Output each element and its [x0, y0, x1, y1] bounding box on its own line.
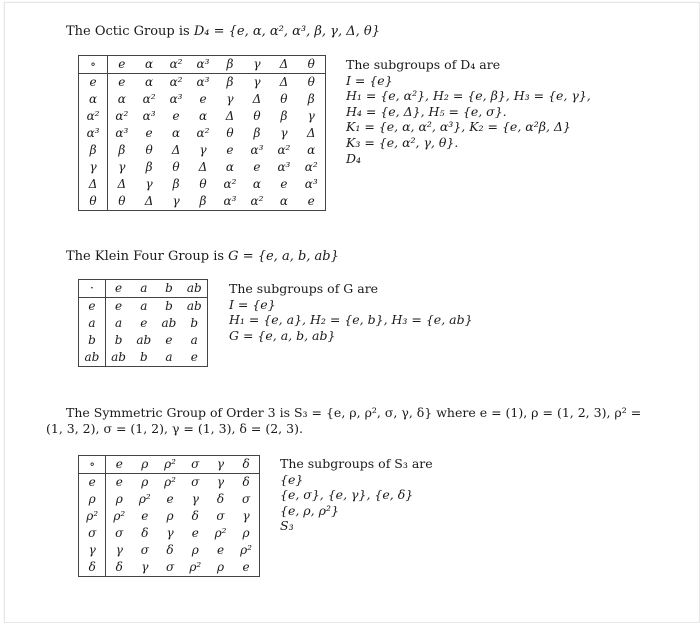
klein-cayley-table [78, 279, 208, 367]
table-cell: γ [141, 560, 149, 574]
table-cell: β [253, 126, 261, 140]
table-cell: α [145, 75, 154, 89]
symmetric-title-line1: The Symmetric Group of Order 3 is S₃ = {e, ρ, ρ², σ, γ, δ} where e = (1), ρ = (1, 2, 3), ρ² = [66, 405, 642, 420]
table-cell: γ [172, 194, 180, 208]
table-cell: ρ [115, 492, 123, 506]
klein-subgroups [229, 281, 473, 343]
column-header: ab [182, 280, 208, 298]
column-header: b [156, 280, 181, 298]
table-cell: γ [191, 492, 199, 506]
table-cell: e [140, 316, 148, 330]
table-cell: α² [169, 75, 183, 89]
table-cell: γ [199, 143, 207, 157]
table-cell: δ [191, 509, 199, 523]
table-cell: δ [242, 475, 250, 489]
table-cell: b [165, 299, 173, 313]
table-cell: β [226, 75, 234, 89]
table-cell: ab [186, 299, 202, 313]
table-cell: α³ [142, 109, 156, 123]
table-cell: δ [115, 560, 123, 574]
table-cell: Δ [144, 194, 154, 208]
table-cell: α² [277, 143, 291, 157]
subgroup-line: {e, σ}, {e, γ}, {e, δ} [280, 487, 414, 503]
column-header: α³ [190, 56, 217, 74]
table-cell: ρ² [138, 492, 151, 506]
table-cell: θ [145, 143, 153, 157]
column-header: θ [297, 56, 325, 74]
klein-title-math: G = {e, a, b, ab} [228, 249, 339, 264]
table-cell: α² [196, 126, 210, 140]
klein-subgroups-heading: The subgroups of G are [229, 281, 379, 296]
subgroup-line: {e, ρ, ρ²} [280, 502, 339, 518]
table-cell: σ [165, 560, 175, 574]
table-cell: β [280, 109, 288, 123]
column-header: a [131, 280, 156, 298]
table-cell: α [252, 177, 261, 191]
row-header: α³ [79, 125, 108, 142]
table-cell: b [114, 333, 123, 347]
table-cell: Δ [117, 177, 127, 191]
column-header: Δ [270, 56, 297, 74]
row-header: a [79, 315, 106, 332]
table-cell: a [140, 299, 148, 313]
table-cell: γ [166, 526, 174, 540]
octic-cayley-table [78, 55, 326, 211]
subgroup-line: H₁ = {e, α²}, H₂ = {e, β}, H₃ = {e, γ}, [346, 88, 591, 104]
symmetric-subgroups [280, 456, 433, 534]
table-row [79, 74, 326, 92]
table-cell: e [141, 509, 149, 523]
table-row [79, 559, 260, 577]
table-cell: ab [111, 350, 126, 364]
table-cell: Δ [306, 126, 316, 140]
subgroup-line: D₄ [346, 150, 362, 166]
table-cell: e [226, 143, 234, 157]
table-row [79, 474, 260, 492]
table-cell: ρ [141, 475, 149, 489]
klein-title-text: The Klein Four Group is [66, 249, 225, 264]
table-cell: σ [241, 492, 251, 506]
table-cell: γ [115, 543, 123, 557]
table-cell: β [172, 177, 180, 191]
table-row [79, 125, 326, 142]
row-header: ab [79, 349, 106, 367]
subgroup-line: I = {e} [229, 296, 276, 312]
table-cell: e [253, 160, 261, 174]
table-cell: α³ [169, 92, 183, 106]
table-cell: α³ [250, 143, 264, 157]
row-header: b [79, 332, 106, 349]
table-cell: θ [280, 92, 288, 106]
subgroup-line: I = {e} [346, 72, 393, 88]
table-cell: β [118, 143, 126, 157]
table-cell: Δ [225, 109, 235, 123]
octic-title-text: The Octic Group is [66, 24, 190, 39]
table-cell: θ [307, 75, 315, 89]
table-cell: α² [223, 177, 237, 191]
table-row [79, 193, 326, 211]
table-cell: σ [140, 543, 149, 557]
table-cell: e [191, 526, 199, 540]
row-header: e [79, 474, 106, 492]
column-header: ρ [132, 456, 157, 474]
column-header: e [108, 56, 136, 74]
table-cell: α [117, 92, 126, 106]
column-header: γ [208, 456, 233, 474]
table-cell: ρ² [240, 543, 252, 557]
table-row [79, 142, 326, 159]
table-cell: α [225, 160, 235, 174]
table-row [79, 91, 326, 108]
column-header: α² [163, 56, 190, 74]
table-cell: γ [216, 475, 225, 489]
table-cell: γ [253, 75, 261, 89]
table-cell: σ [191, 475, 200, 489]
table-cell: θ [253, 109, 261, 123]
table-cell: θ [199, 177, 207, 191]
table-cell: α [307, 143, 316, 157]
table-cell: β [307, 92, 315, 106]
table-row [79, 349, 208, 367]
table-cell: ρ² [189, 560, 202, 574]
table-cell: α³ [115, 126, 129, 140]
table-cell: δ [166, 543, 174, 557]
table-cell: ρ² [164, 475, 176, 489]
table-row [79, 332, 208, 349]
table-cell: Δ [252, 92, 262, 106]
row-header: Δ [79, 176, 108, 193]
table-cell: ρ² [214, 526, 227, 540]
table-row [79, 108, 326, 125]
column-header: δ [233, 456, 259, 474]
table-cell: e [166, 492, 174, 506]
column-header: β [216, 56, 243, 74]
table-cell: Δ [171, 143, 181, 157]
table-cell: b [190, 316, 199, 330]
table-row [79, 176, 326, 193]
column-header: α [136, 56, 163, 74]
table-cell: e [216, 543, 225, 557]
table-cell: e [172, 109, 180, 123]
table-row [79, 159, 326, 176]
column-header: γ [243, 56, 270, 74]
table-cell: a [165, 350, 173, 364]
table-cell: γ [242, 509, 250, 523]
table-cell: α³ [223, 194, 237, 208]
klein-title [66, 249, 339, 264]
octic-subgroups-heading: The subgroups of D₄ are [346, 57, 501, 72]
subgroup-line: G = {e, a, b, ab} [229, 327, 336, 343]
table-row [79, 525, 260, 542]
table-cell: ρ² [113, 509, 126, 523]
subgroup-line: K₁ = {e, α, α², α³}, K₂ = {e, α²β, Δ} [346, 119, 571, 135]
row-header: σ [79, 525, 106, 542]
table-cell: γ [226, 92, 234, 106]
table-cell: γ [280, 126, 288, 140]
table-cell: δ [216, 492, 225, 506]
table-row [79, 298, 208, 316]
table-cell: α [198, 109, 208, 123]
column-header: e [106, 456, 132, 474]
row-header: e [79, 74, 108, 92]
table-cell: γ [118, 160, 126, 174]
table-cell: e [199, 92, 207, 106]
table-row [79, 542, 260, 559]
symmetric-title [46, 405, 678, 437]
table-cell: α² [250, 194, 264, 208]
table-cell: a [190, 333, 198, 347]
table-header-row [79, 280, 208, 298]
row-header: δ [79, 559, 106, 577]
table-cell: e [115, 475, 123, 489]
table-cell: e [114, 299, 123, 313]
table-cell: ab [161, 316, 177, 330]
table-cell: γ [307, 109, 315, 123]
table-header-row [79, 56, 326, 74]
table-cell: e [307, 194, 315, 208]
symmetric-title-line2: (1, 3, 2), σ = (1, 2), γ = (1, 3), δ = (2, 3). [46, 421, 303, 436]
table-row [79, 508, 260, 525]
table-cell: α [279, 194, 288, 208]
operation-symbol: ∘ [79, 456, 106, 474]
table-cell: e [280, 177, 288, 191]
table-cell: θ [172, 160, 180, 174]
table-cell: σ [115, 526, 124, 540]
table-cell: ρ [166, 509, 174, 523]
row-header: α² [79, 108, 108, 125]
table-cell: Δ [198, 160, 208, 174]
table-cell: e [145, 126, 153, 140]
table-row [79, 491, 260, 508]
table-cell: Δ [279, 75, 289, 89]
symmetric-subgroups-heading: The subgroups of S₃ are [280, 456, 433, 471]
table-cell: σ [216, 509, 225, 523]
row-header: ρ [79, 491, 106, 508]
table-row [79, 315, 208, 332]
column-header: ρ² [157, 456, 182, 474]
subgroup-line: S₃ [280, 518, 294, 534]
table-cell: γ [145, 177, 153, 191]
table-header-row [79, 456, 260, 474]
table-cell: e [165, 333, 173, 347]
table-cell: α³ [277, 160, 291, 174]
table-cell: α³ [196, 75, 210, 89]
operation-symbol: ∘ [79, 56, 108, 74]
table-cell: e [242, 560, 250, 574]
table-cell: α² [115, 109, 129, 123]
table-cell: e [118, 75, 126, 89]
table-cell: α [171, 126, 181, 140]
octic-subgroups [346, 57, 591, 166]
symmetric-cayley-table [78, 455, 260, 577]
row-header: γ [79, 542, 106, 559]
table-cell: α² [142, 92, 156, 106]
row-header: e [79, 298, 106, 316]
table-cell: b [139, 350, 148, 364]
column-header: σ [183, 456, 208, 474]
table-cell: δ [141, 526, 149, 540]
table-cell: ρ [242, 526, 250, 540]
table-cell: θ [118, 194, 126, 208]
table-cell: α³ [304, 177, 318, 191]
subgroup-line: H₄ = {e, Δ}, H₅ = {e, σ}. [346, 103, 507, 119]
subgroup-line: H₁ = {e, a}, H₂ = {e, b}, H₃ = {e, ab} [229, 312, 473, 328]
operation-symbol: · [79, 280, 106, 298]
row-header: β [79, 142, 108, 159]
column-header: e [105, 280, 131, 298]
table-cell: ab [136, 333, 152, 347]
subgroup-line: {e} [280, 471, 304, 487]
table-cell: β [145, 160, 153, 174]
subgroup-line: K₃ = {e, α², γ, θ}. [346, 134, 459, 150]
octic-title [66, 24, 380, 39]
table-cell: ρ [216, 560, 225, 574]
table-cell: β [199, 194, 207, 208]
table-cell: ρ [191, 543, 199, 557]
table-cell: a [114, 316, 123, 330]
table-cell: θ [226, 126, 234, 140]
octic-title-math: D₄ = {e, α, α², α³, β, γ, Δ, θ} [193, 24, 380, 39]
table-cell: e [190, 350, 198, 364]
row-header: γ [79, 159, 108, 176]
row-header: α [79, 91, 108, 108]
table-cell: α² [304, 160, 318, 174]
row-header: ρ² [79, 508, 106, 525]
row-header: θ [79, 193, 108, 211]
